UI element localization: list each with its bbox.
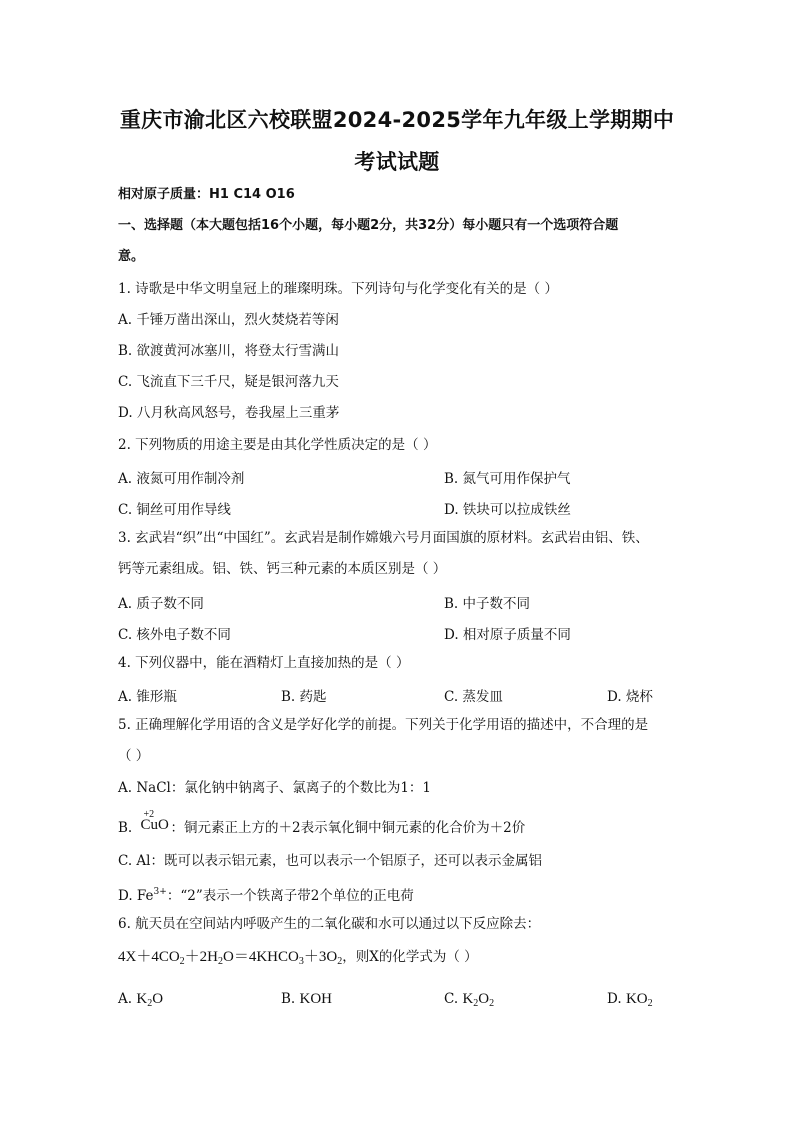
- q1-option-b: B. 欲渡黄河冰塞川，将登太行雪满山: [118, 343, 340, 359]
- valence-charge: +2: [143, 809, 155, 820]
- q6-option-b-label: B.: [281, 991, 296, 1007]
- valence-notation: [137, 809, 171, 834]
- q1-stem: 1. 诗歌是中华文明皇冠上的璀璨明珠。下列诗句与化学变化有关的是（ ）: [118, 281, 558, 297]
- q4-option-c: C. 蒸发皿: [444, 689, 503, 705]
- q6-equation-tail: ，则X的化学式为（ ）: [342, 949, 478, 965]
- q5-option-c: C. Al：既可以表示铝元素，也可以表示一个铝原子，还可以表示金属铝: [118, 853, 542, 869]
- exam-title-line2: 考试试题: [354, 150, 440, 174]
- q6-option-c: [444, 991, 494, 1009]
- reaction-equation: $4X+4CO_2+2H_2O=4KHCO_3+3O_2$: [118, 949, 343, 967]
- q5-option-d-text: ：“2”表示一个铁离子带2个单位的正电荷: [166, 888, 414, 904]
- q6-option-d-label: D.: [607, 991, 622, 1007]
- q5-option-b-label: B.: [118, 820, 133, 836]
- q6-option-c-formula: $K_2O_2$: [462, 991, 495, 1009]
- q4-option-d: D. 烧杯: [607, 689, 653, 705]
- q3-stem-line1: 3. 玄武岩“织”出“中国红”。玄武岩是制作嫦娥六号月面国旗的原材料。玄武岩由铝、铁、: [118, 530, 649, 546]
- q4-option-b: B. 药匙: [281, 689, 327, 705]
- q6-equation-line: [118, 948, 478, 971]
- q2-option-b: B. 氮气可用作保护气: [444, 471, 571, 487]
- q6-option-a: [118, 991, 163, 1009]
- exam-title-line1: 重庆市渝北区六校联盟2024-2025学年九年级上学期期中: [119, 108, 675, 132]
- q3-option-d: D. 相对原子质量不同: [444, 627, 571, 643]
- q5-option-b: [118, 809, 526, 837]
- q5-option-b-text: ：铜元素正上方的＋2表示氧化铜中铜元素的化合价为＋2价: [170, 820, 526, 836]
- q1-option-a: A. 千锤万凿出深山，烈火焚烧若等闲: [118, 312, 339, 328]
- q5-option-d-label: D. Fe: [118, 888, 154, 904]
- q6-option-b: [281, 991, 332, 1008]
- q6-option-b-formula: KOH: [299, 991, 333, 1007]
- q2-option-a: A. 液氮可用作制冷剂: [118, 471, 245, 487]
- q6-option-d: [607, 991, 653, 1009]
- q2-option-d: D. 铁块可以拉成铁丝: [444, 502, 571, 518]
- q2-option-c: C. 铜丝可用作导线: [118, 502, 231, 518]
- q3-stem-line2: 钙等元素组成。铝、铁、钙三种元素的本质区别是（ ）: [118, 561, 447, 577]
- atomic-mass-note: 相对原子质量：H1 C14 O16: [118, 187, 295, 202]
- q6-option-a-label: A.: [118, 991, 133, 1007]
- q1-option-c: C. 飞流直下三千尺，疑是银河落九天: [118, 374, 339, 390]
- section-heading-line2: 意。: [118, 249, 145, 264]
- q3-option-b: B. 中子数不同: [444, 596, 531, 612]
- q6-stem: 6. 航天员在空间站内呼吸产生的二氧化碳和水可以通过以下反应除去：: [118, 916, 541, 932]
- copper-oxide-formula: CuO: [140, 817, 169, 833]
- q3-option-a: A. 质子数不同: [118, 596, 204, 612]
- q5-stem-line1: 5. 正确理解化学用语的含义是学好化学的前提。下列关于化学用语的描述中，不合理的是: [118, 717, 649, 733]
- q6-option-c-label: C.: [444, 991, 459, 1007]
- q6-option-d-formula: $KO_2$: [625, 991, 653, 1009]
- q1-option-d: D. 八月秋高风怒号，卷我屋上三重茅: [118, 405, 340, 421]
- q2-stem: 2. 下列物质的用途主要是由其化学性质决定的是（ ）: [118, 437, 437, 453]
- iron-ion-charge: 3+: [153, 887, 167, 897]
- section-heading-line1: 一、选择题（本大题包括16个小题，每小题2分，共32分）每小题只有一个选项符合题: [118, 218, 619, 233]
- q3-option-c: C. 核外电子数不同: [118, 627, 231, 643]
- q4-option-a: A. 锥形瓶: [118, 689, 177, 705]
- q5-option-d: [118, 883, 414, 905]
- q6-option-a-formula: $K_2O$: [136, 991, 164, 1009]
- q5-stem-line2: （ ）: [118, 748, 150, 764]
- q5-option-a: A. NaCl：氯化钠中钠离子、氯离子的个数比为1：1: [118, 780, 432, 796]
- q4-stem: 4. 下列仪器中，能在酒精灯上直接加热的是（ ）: [118, 655, 410, 671]
